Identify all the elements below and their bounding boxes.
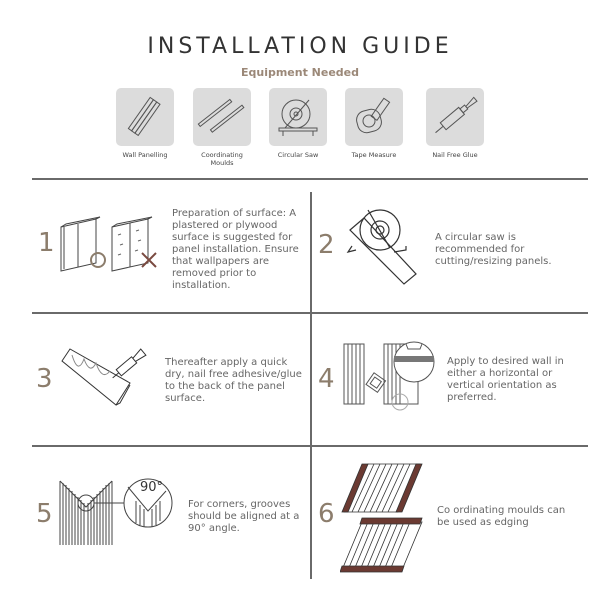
step-number: 3 (36, 364, 53, 394)
step-number: 5 (36, 499, 53, 529)
step-number: 1 (38, 228, 55, 258)
step-number: 2 (318, 230, 335, 260)
equipment-label: Tape Measure (351, 151, 397, 159)
divider (32, 178, 588, 180)
equipment-label: Wall Panelling (122, 151, 168, 159)
step-description: Thereafter apply a quick dry, nail free adhesive/glue to the back of the panel surface. (165, 357, 302, 404)
step-description: A circular saw is recommended for cutting/resizing panels. (435, 232, 552, 267)
equipment-item-glue (425, 88, 485, 159)
step-number: 6 (318, 499, 335, 529)
equipment-label: Coordinating Moulds (201, 151, 243, 167)
step-description: Preparation of surface: A plastered or plywood surface is suggested for panel installation. Ensure that wallpapers are removed prior to installation. (172, 208, 299, 291)
step-number: 4 (318, 364, 335, 394)
wall-panelling-icon (116, 88, 174, 146)
saw-cutting-icon (340, 200, 440, 285)
angle-label: 90° (140, 480, 164, 495)
equipment-heading: Equipment Needed (240, 66, 360, 79)
surface-preparation-icon (58, 215, 168, 275)
equipment-label: Circular Saw (277, 151, 319, 159)
glue-gun-icon (426, 88, 484, 146)
step-description: For corners, grooves should be aligned at a 90° angle. (188, 499, 300, 534)
step-description: Apply to desired wall in either a horizontal or vertical orientation as preferred. (447, 356, 564, 403)
equipment-item-tape-measure (344, 88, 404, 159)
step-description: Co ordinating moulds can be used as edging (437, 505, 566, 528)
tape-measure-icon (345, 88, 403, 146)
page-title: INSTALLATION GUIDE (147, 34, 453, 59)
equipment-item-wall-panelling (115, 88, 175, 159)
equipment-label: Nail Free Glue (432, 151, 478, 159)
equipment-item-circular-saw (268, 88, 328, 159)
circular-saw-icon (269, 88, 327, 146)
equipment-item-moulds (192, 88, 252, 167)
wall-orientation-icon (340, 340, 440, 415)
mould-edging-icon (340, 462, 435, 577)
apply-glue-icon (58, 345, 163, 410)
moulds-icon (193, 88, 251, 146)
column-divider (310, 192, 312, 579)
